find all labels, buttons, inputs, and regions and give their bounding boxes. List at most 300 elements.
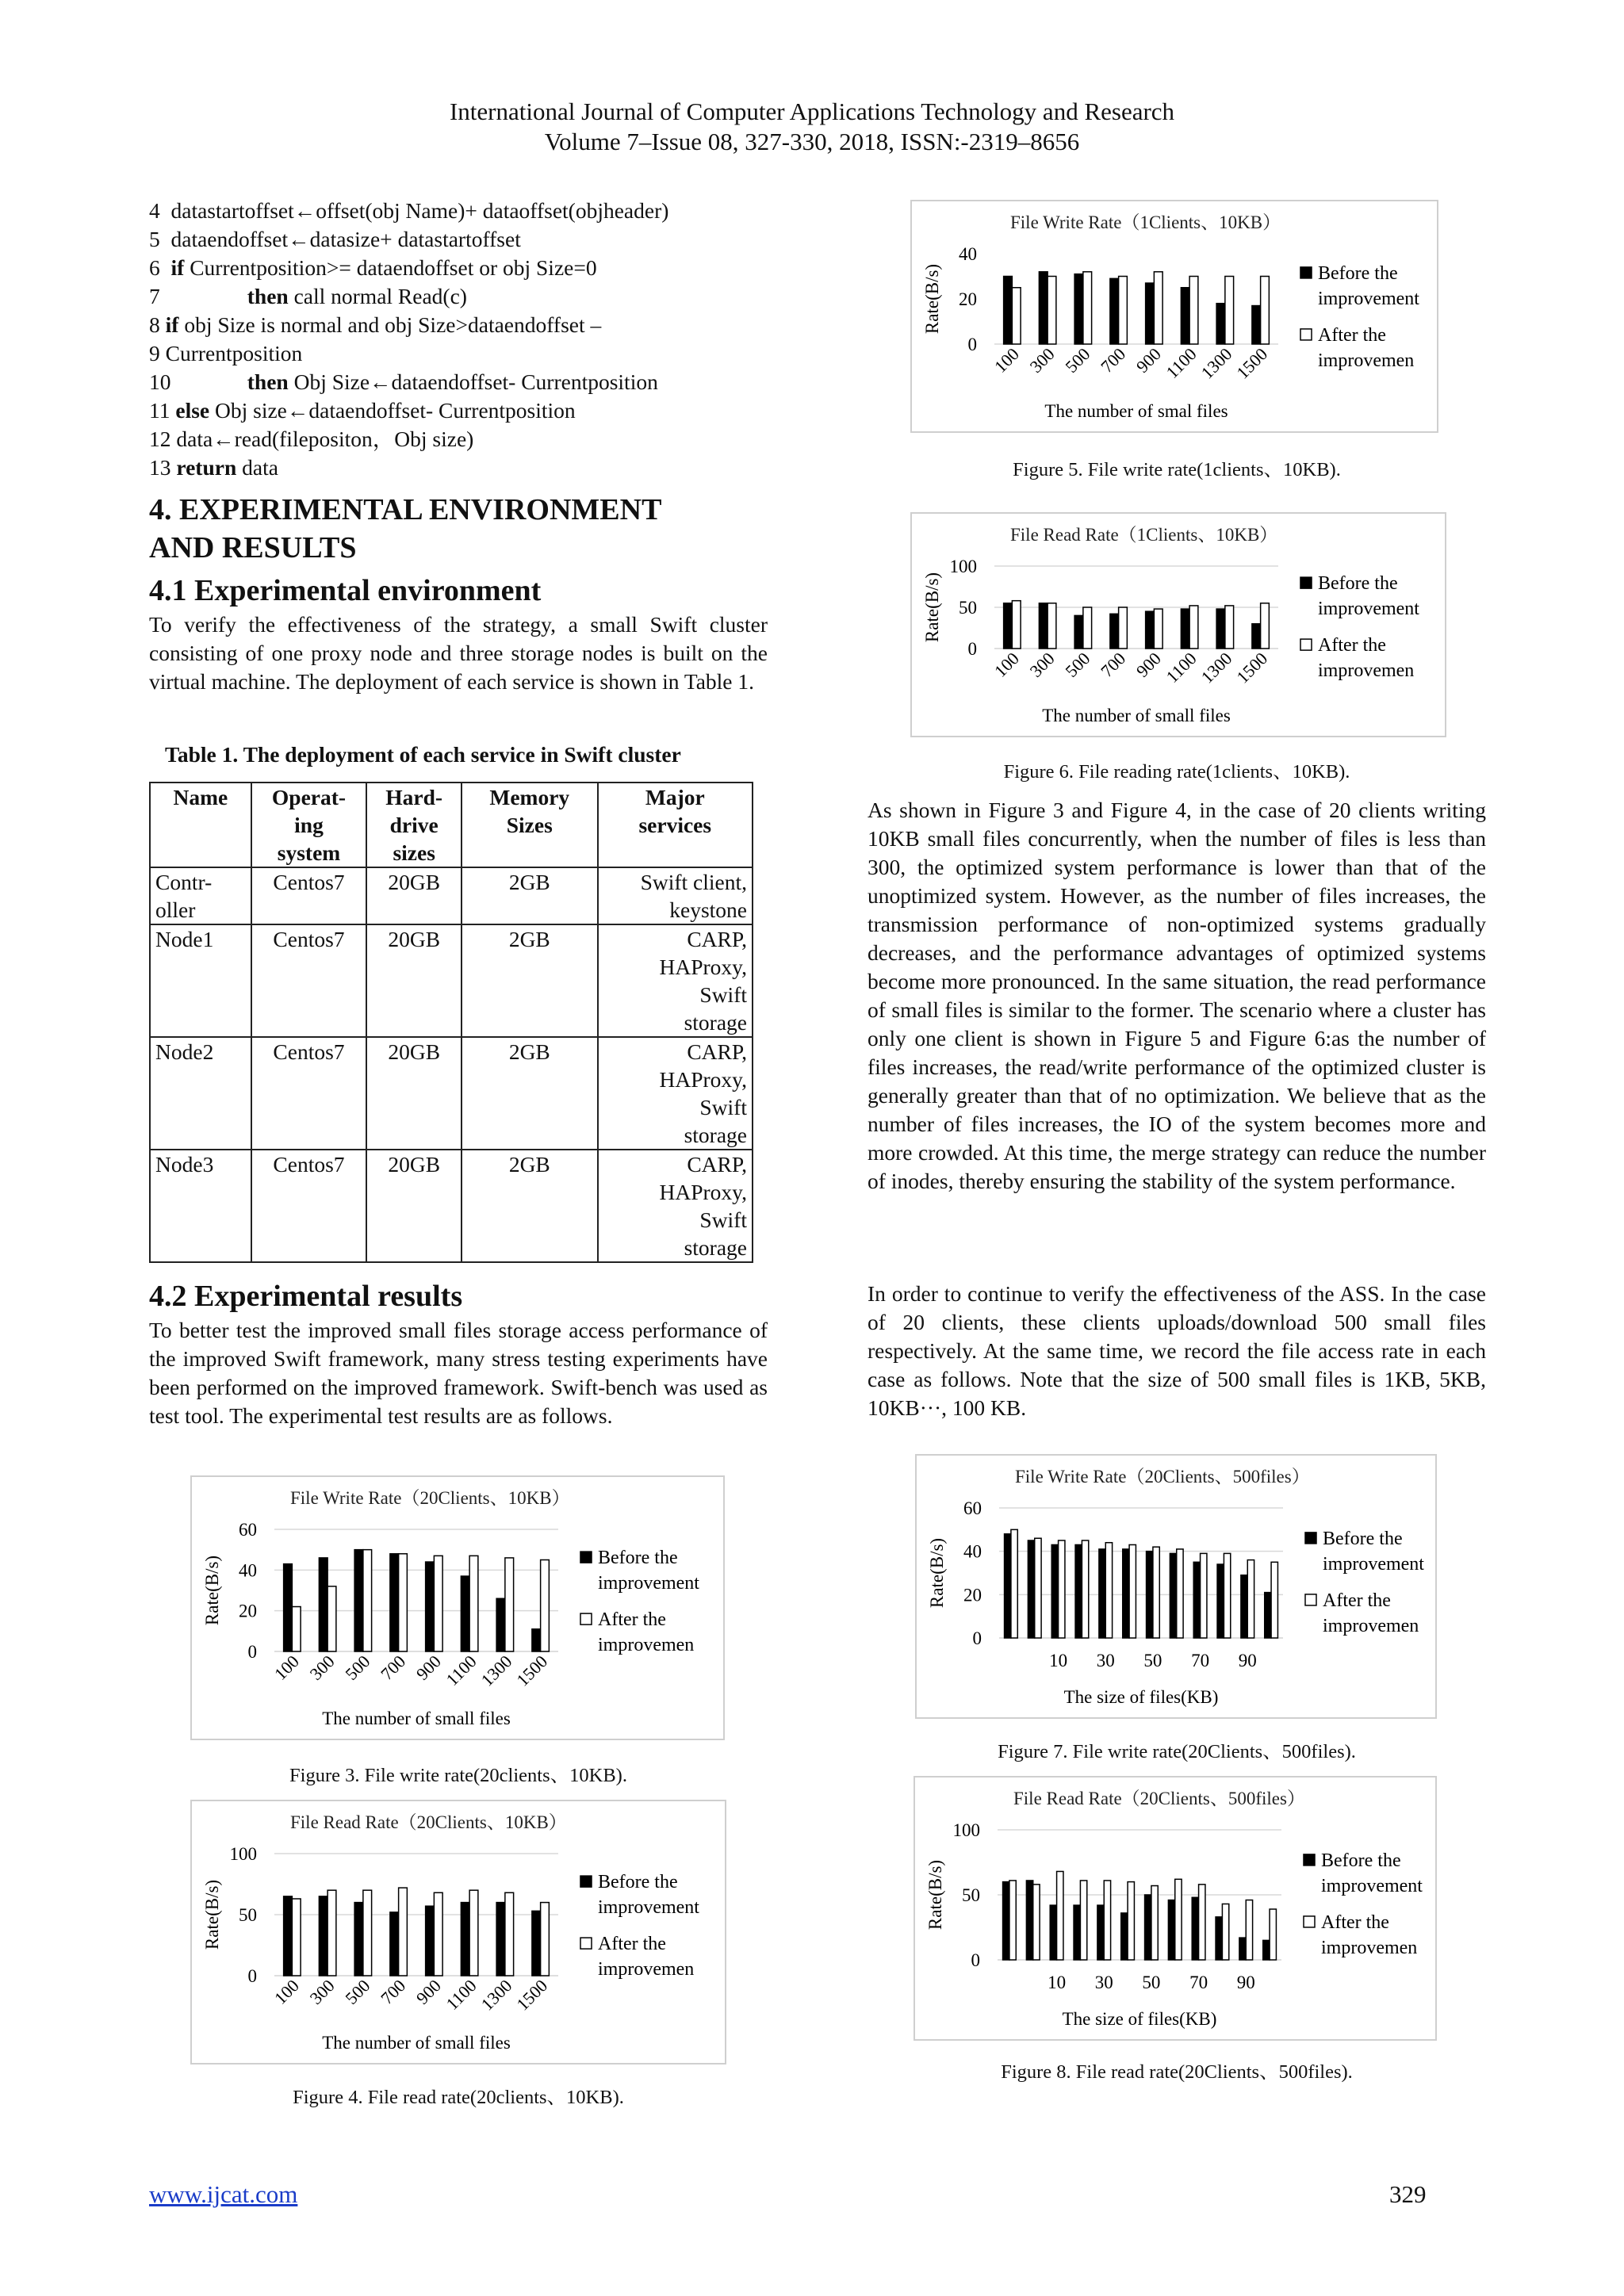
legend-swatch [580,1552,592,1563]
y-tick-label: 50 [962,1885,980,1905]
bar [1082,1540,1088,1638]
x-axis-title: The number of small files [322,2033,511,2053]
legend-label: After the [1321,1911,1389,1933]
footer-website-link[interactable]: www.ijcat.com [149,2180,298,2208]
bar [1123,1549,1129,1638]
bar [496,1903,505,1976]
x-tick-label: 500 [1061,648,1094,681]
table-cell: 2GB [462,924,598,1037]
legend-label: improvement [1323,1553,1424,1575]
x-tick-label: 1300 [477,1651,516,1690]
bar [461,1576,469,1651]
bar [1080,1881,1086,1960]
journal-volume: Volume 7–Issue 08, 327-330, 2018, ISSN:-2319–8656 [544,128,1080,155]
table-cell: Node2 [150,1037,251,1150]
legend-label: improvement [1318,288,1419,309]
chart-title: File Write Rate（20Clients、500files） [1015,1467,1310,1487]
code-keyword: if [165,312,179,337]
bar [319,1896,327,1976]
bar [1222,1904,1228,1960]
y-tick-label: 40 [959,244,977,264]
y-tick-label: 100 [949,557,977,576]
x-tick-label: 1100 [442,1975,481,2015]
legend-label: After the [1318,635,1386,656]
bar [1051,1544,1058,1638]
bar [469,1890,478,1976]
bar-chart [912,514,1445,736]
x-tick-label: 900 [1132,343,1165,377]
figure-8-chart [914,1776,1437,2041]
table-cell: CARP, HAProxy, Swift storage [598,924,753,1037]
table-cell: CARP, HAProxy, Swift storage [598,1037,753,1150]
figure-7-caption: Figure 7. File write rate(20Clients、500files). [998,1741,1356,1762]
bar [541,1903,550,1976]
bar [1170,1553,1176,1638]
code-line: 6 if Currentposition>= dataendoffset or obj Size=0 [149,255,597,280]
subsection-heading-4-2: 4.2 Experimental results [149,1280,463,1313]
bar [1039,272,1048,344]
bar [1105,1543,1112,1638]
figure-5-chart [910,200,1438,433]
bar [363,1890,372,1976]
x-axis-title: The size of files(KB) [1062,2009,1217,2029]
x-axis-title: The number of small files [322,1709,511,1728]
x-tick-label: 30 [1094,1973,1113,1992]
bar [327,1586,336,1651]
y-tick-label: 0 [247,1642,257,1662]
bar [1028,1540,1034,1638]
x-tick-label: 30 [1096,1651,1115,1670]
bar [1012,288,1021,344]
table-cell: Contr- oller [150,867,251,924]
bar [354,1903,363,1976]
bar [1097,1905,1104,1960]
bar [1050,1905,1056,1960]
bar [1265,1593,1271,1638]
bar [1263,1940,1270,1960]
table-cell: Swift client, keystone [598,867,753,924]
deployment-table [149,782,753,1263]
bar [1011,1529,1017,1638]
bar [1189,606,1198,649]
legend-label: improvemen [598,1635,695,1656]
table-cell: Node1 [150,924,251,1037]
legend-swatch [1305,1533,1316,1544]
table-header-cell: Memory Sizes [462,783,598,867]
bar [1154,272,1162,344]
x-tick-label: 300 [1025,343,1059,377]
legend-label: Before the [1318,262,1398,284]
table-cell: Centos7 [251,1150,367,1262]
bar [1261,277,1270,345]
x-tick-label: 50 [1143,1651,1162,1670]
bar [390,1554,399,1651]
bar [1059,1540,1065,1638]
bar [363,1550,372,1651]
x-tick-label: 500 [341,1975,374,2008]
legend-label: improvement [1318,599,1419,620]
bar [1121,1913,1128,1960]
legend-label: improvement [598,1897,699,1919]
code-keyword: if [170,255,185,280]
bar [1189,277,1198,345]
x-tick-label: 10 [1049,1651,1068,1670]
x-tick-label: 10 [1048,1973,1067,1992]
x-tick-label: 100 [270,1651,303,1684]
table-cell: 20GB [366,1150,462,1262]
legend-label: Before the [598,1548,678,1569]
code-line: 5 dataendoffset←datasize+ datastartoffset [149,227,521,251]
bar [1181,288,1189,344]
legend-swatch [580,1613,592,1624]
bar [1151,1886,1158,1960]
bar [1168,1900,1174,1960]
bar [1216,304,1225,344]
legend-swatch [1300,639,1312,650]
legend-label: Before the [1318,573,1398,595]
bar [1005,1534,1011,1638]
code-line: 4 datastartoffset←offset(obj Name)+ dataoffset(objheader) [149,198,669,223]
bar [1201,1553,1207,1638]
legend-label: improvement [598,1573,699,1594]
code-keyword: then [247,369,289,394]
legend-label: improvemen [1318,350,1415,371]
bar [284,1896,293,1976]
y-tick-label: 40 [239,1560,257,1581]
figure-4-caption: Figure 4. File read rate(20clients、10KB). [293,2087,624,2108]
table-row [150,867,753,924]
bar [1004,277,1013,345]
x-tick-label: 700 [377,1651,410,1684]
bar [1239,1938,1246,1960]
bar [1175,1879,1182,1960]
chart-title: File Read Rate（20Clients、500files） [1013,1789,1305,1808]
legend-label: improvemen [598,1959,695,1980]
x-tick-label: 500 [341,1651,374,1684]
table-caption: Table 1. The deployment of each service in Swift cluster [165,742,681,767]
figure-8-caption: Figure 8. File read rate(20Clients、500files). [1001,2061,1353,2083]
table-header-row [150,783,753,867]
bar [1026,1881,1032,1960]
table-cell: Centos7 [251,1037,367,1150]
y-tick-label: 20 [963,1585,982,1605]
bar [1252,624,1261,649]
bar [292,1607,301,1651]
table-cell: 2GB [462,867,598,924]
table-header-cell: Operat- ing system [251,783,367,867]
x-tick-label: 1300 [1197,343,1236,383]
journal-title: International Journal of Computer Applications Technology and Research [449,98,1175,125]
x-tick-label: 300 [305,1975,339,2008]
bar [1074,615,1083,649]
bar [1048,603,1056,649]
y-tick-label: 50 [239,1905,257,1925]
bar [1192,1897,1198,1960]
table-cell: 2GB [462,1037,598,1150]
code-line: 9 Currentposition [149,341,303,365]
x-tick-label: 1300 [1197,648,1236,687]
bar [1048,277,1056,345]
bar [1004,603,1013,649]
bar [1270,1909,1276,1960]
legend-label: After the [1323,1590,1391,1611]
bar [1246,1900,1252,1960]
bar [426,1562,435,1651]
y-tick-label: 60 [963,1498,982,1518]
bar-chart [915,1777,1435,2039]
table-cell: 2GB [462,1150,598,1262]
code-keyword: return [176,455,237,480]
bar [541,1560,550,1652]
legend-label: improvemen [1318,660,1415,682]
bar-chart [912,201,1437,431]
bar [1128,1882,1134,1960]
code-line: 13 return data [149,455,278,480]
bar [1216,1917,1222,1960]
x-tick-label: 1100 [1162,648,1201,687]
bar [319,1558,327,1651]
bar [390,1912,399,1976]
legend-swatch [1300,267,1312,278]
bar [1147,1552,1153,1638]
paragraph-4-2: To better test the improved small files storage access performance of the improved Swift framework, many stress testing experiments have been performed on the improved framework. Swift-bench was used as test tool. The experimental test results are as follows. [149,1318,768,1428]
figure-6-chart [910,512,1446,737]
bar [1119,607,1128,649]
bar [1225,277,1234,345]
figure-7-chart [915,1454,1437,1719]
x-tick-label: 1100 [442,1651,481,1690]
bar [1009,1881,1016,1960]
y-tick-label: 0 [971,1950,980,1970]
bar [1181,609,1189,649]
bar [426,1906,435,1976]
bar [1104,1881,1110,1960]
legend-swatch [1304,1916,1315,1927]
bar [1216,609,1225,649]
figure-3-caption: Figure 3. File write rate(20clients、10KB). [289,1765,627,1786]
y-axis-title: Rate(B/s) [925,1859,945,1931]
legend-swatch [580,1938,592,1949]
bar [1154,609,1162,649]
y-tick-label: 0 [967,335,977,354]
bar [1039,603,1048,649]
legend-label: After the [598,1934,666,1955]
figure-5-caption: Figure 5. File write rate(1clients、10KB). [1013,459,1341,480]
subsection-heading-4-1: 4.1 Experimental environment [149,574,542,607]
x-axis-title: The size of files(KB) [1063,1687,1219,1707]
x-tick-label: 1500 [512,1975,552,2015]
x-tick-label: 700 [1097,343,1130,377]
x-tick-label: 50 [1142,1973,1161,1992]
figure-6-caption: Figure 6. File reading rate(1clients、10KB). [1003,761,1350,783]
y-axis-title: Rate(B/s) [202,1879,222,1950]
bar [1241,1575,1247,1638]
bar [1252,306,1261,344]
x-tick-label: 300 [1025,648,1059,681]
chart-title: File Write Rate（20Clients、10KB） [290,1488,570,1508]
table-header-cell: Name [150,783,251,867]
code-line: 7 then call normal Read(c) [149,284,467,308]
legend-label: improvemen [1323,1615,1419,1636]
table-cell: Centos7 [251,867,367,924]
bar [1153,1547,1159,1638]
bar [1083,272,1092,344]
table-row [150,1150,753,1262]
y-axis-title: Rate(B/s) [927,1537,947,1609]
x-tick-label: 300 [305,1651,339,1684]
bar [292,1899,301,1976]
x-tick-label: 70 [1191,1651,1210,1670]
bar [434,1892,442,1976]
y-axis-title: Rate(B/s) [922,263,942,335]
bar [1035,1538,1041,1638]
bar-chart [917,1456,1435,1717]
bar-chart [192,1801,725,2063]
chart-title: File Read Rate（20Clients、10KB） [290,1812,567,1832]
code-line: 12 data←read(filepositon，Obj size) [149,427,474,451]
bar [1119,277,1128,345]
bar [327,1890,336,1976]
chart-title: File Read Rate（1Clients、10KB） [1010,525,1278,545]
figure-4-chart [190,1800,726,2064]
code-line: 10 then Obj Size←dataendoffset- Currentposition [149,369,658,394]
bar [1177,1549,1183,1638]
bar [1057,1871,1063,1960]
bar [1129,1544,1136,1638]
x-tick-label: 1500 [1232,648,1272,687]
bar [1261,603,1270,649]
x-tick-label: 100 [990,343,1023,377]
x-tick-label: 1500 [1232,343,1272,383]
section-heading-line1: 4. EXPERIMENTAL ENVIRONMENT [149,493,662,526]
table-cell: 20GB [366,1037,462,1150]
legend-swatch [580,1876,592,1887]
bar [1193,1562,1200,1638]
legend-swatch [1305,1594,1316,1605]
bar [1033,1885,1040,1960]
legend-label: Before the [598,1872,678,1893]
x-tick-label: 100 [990,648,1023,681]
y-tick-label: 0 [967,639,977,659]
bar [1145,1895,1151,1960]
bar [505,1892,514,1976]
legend-label: improvemen [1321,1937,1418,1958]
legend-label: improvement [1321,1875,1423,1896]
x-tick-label: 900 [1132,648,1165,681]
x-axis-title: The number of smal files [1044,401,1228,421]
code-keyword: then [247,284,289,308]
bar [399,1554,408,1651]
bar [1083,607,1092,649]
legend-label: Before the [1323,1528,1403,1549]
y-tick-label: 50 [959,598,977,618]
table-header-cell: Hard- drive sizes [366,783,462,867]
bar [1110,614,1119,649]
y-tick-label: 20 [959,289,977,309]
table-cell: Node3 [150,1150,251,1262]
bar [1110,278,1119,344]
y-tick-label: 60 [239,1520,257,1540]
bar [532,1629,541,1651]
bar [1271,1562,1277,1638]
paragraph-4-1: To verify the effectiveness of the strategy, a small Swift cluster consisting of one proxy node and three storage nodes is built on the virtual machine. The deployment of each service is shown in Table 1. [149,612,768,694]
x-tick-label: 1500 [512,1651,552,1690]
bar [399,1888,408,1976]
table-cell: Centos7 [251,924,367,1037]
x-tick-label: 500 [1061,343,1094,377]
y-axis-title: Rate(B/s) [202,1555,222,1626]
bar [461,1903,469,1976]
bar [1199,1885,1205,1960]
algorithm-listing [149,197,768,482]
bar [1099,1549,1105,1638]
legend-swatch [1300,329,1312,340]
code-line: 11 else Obj size←dataendoffset- Currentposition [149,398,576,423]
bar [1225,606,1234,649]
chart-title: File Write Rate（1Clients、10KB） [1010,212,1281,232]
x-tick-label: 100 [270,1975,303,2008]
bar-chart [192,1477,723,1739]
x-tick-label: 1100 [1162,343,1201,383]
bar [1217,1564,1224,1638]
bar [1146,283,1155,344]
legend-label: Before the [1321,1850,1401,1871]
y-tick-label: 100 [952,1820,980,1840]
bar [1003,1882,1009,1960]
y-axis-title: Rate(B/s) [922,572,942,643]
results-paragraph-1: As shown in Figure 3 and Figure 4, in the case of 20 clients writing 10KB small files concurrently, when the number of files is less than 300, the optimized system performance is lower than that of the unoptimized system. However, as the number of files increases, the transmission performance of non-optimized systems gradually decreases, and the performance advantages of optimized systems become more pronounced. In the same situation, the read performance of small files is similar to the former. The scenario where a cluster has only one client is shown in Figure 5 and Figure 6:as the number of files increases, the read/write performance of the optimized cluster is generally greater than that of no optimization. We believe that as the number of files increases, the IO of the system becomes more and more crowded. At this time, the merge strategy can reduce the number of inodes, thereby ensuring the stability of the system performance. [868,798,1486,1193]
x-tick-label: 90 [1238,1651,1257,1670]
bar [496,1598,505,1651]
legend-label: After the [598,1609,666,1631]
bar [1074,274,1083,344]
bar [532,1911,541,1976]
bar [505,1558,514,1651]
table-header-cell: Major services [598,783,753,867]
x-tick-label: 900 [412,1651,445,1684]
figure-3-chart [190,1475,725,1740]
y-tick-label: 0 [972,1628,982,1648]
page-number: 329 [1389,2180,1427,2208]
bar [1074,1905,1080,1960]
legend-label: After the [1318,324,1386,346]
x-tick-label: 1300 [477,1975,516,2015]
legend-swatch [1300,577,1312,588]
x-tick-label: 90 [1236,1973,1255,1992]
y-tick-label: 0 [247,1966,257,1986]
table-row [150,1037,753,1150]
bar [434,1556,442,1651]
code-line: 8 if obj Size is normal and obj Size>dataendoffset – [149,312,602,337]
x-tick-label: 70 [1189,1973,1208,1992]
y-tick-label: 40 [963,1541,982,1562]
bar [284,1564,293,1651]
bar [469,1556,478,1651]
table-cell: 20GB [366,924,462,1037]
bar [1247,1560,1254,1638]
bar [1075,1544,1082,1638]
bar [1012,601,1021,649]
legend-swatch [1304,1854,1315,1866]
x-tick-label: 700 [1097,648,1130,681]
x-tick-label: 900 [412,1975,445,2008]
table-cell: 20GB [366,867,462,924]
x-tick-label: 700 [377,1975,410,2008]
table-cell: CARP, HAProxy, Swift storage [598,1150,753,1262]
y-tick-label: 100 [229,1844,257,1864]
bar [1224,1553,1230,1638]
section-heading-line2: AND RESULTS [149,531,357,564]
